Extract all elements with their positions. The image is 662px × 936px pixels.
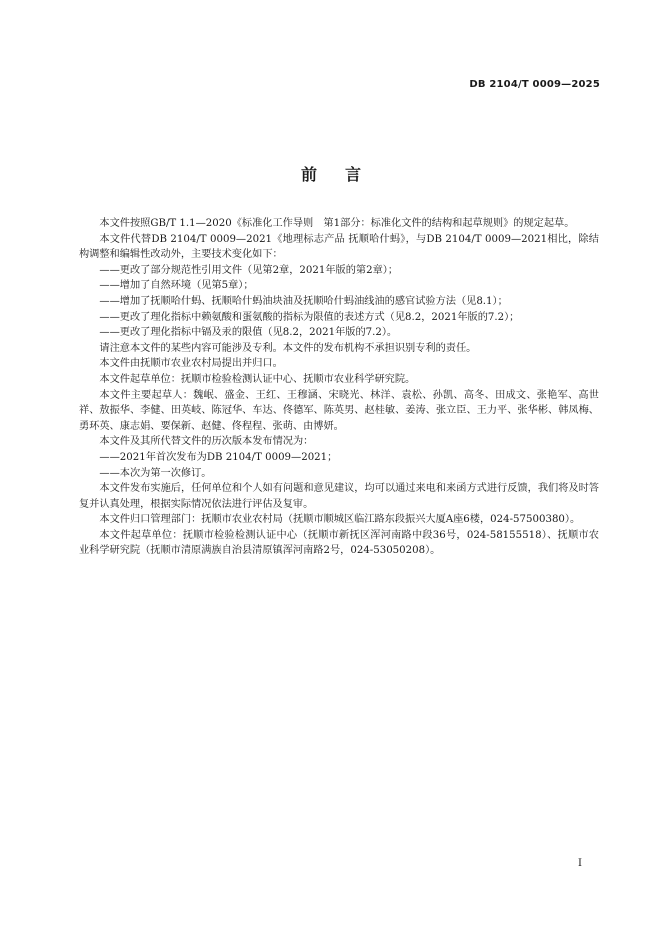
change-item: ——增加了抚顺哈什蚂、抚顺哈什蚂油块油及抚顺哈什蚂油线油的感官试验方法（见8.1）；	[99, 295, 508, 307]
paragraph-version-history: 本文件及其所代替文件的历次版本发布情况为：	[99, 436, 314, 448]
paragraph-proposer: 本文件由抚顺市农业农村局提出并归口。	[99, 358, 283, 370]
version-item: ——本次为第一次修订。	[99, 467, 212, 479]
page-number: I	[578, 858, 582, 869]
paragraph-patent-notice: 请注意本文件的某些内容可能涉及专利。本文件的发布机构不承担识别专利的责任。	[99, 342, 477, 354]
foreword-body	[79, 216, 599, 559]
change-item: ——增加了自然环境（见第5章）；	[99, 280, 254, 292]
paragraph-drafting-basis: 本文件按照GB/T 1.1—2020《标准化工作导则 第1部分：标准化文件的结构和起草规则》的规定起草。	[99, 218, 575, 229]
paragraph-drafting-units: 本文件起草单位：抚顺市检验检测认证中心、抚顺市农业科学研究院。	[99, 373, 416, 385]
paragraph-management-dept: 本文件归口管理部门：抚顺市农业农村局（抚顺市顺城区临江路东段振兴大厦A座6楼，024-57500380）。	[99, 514, 581, 526]
version-item: ——2021年首次发布为DB 2104/T 0009—2021；	[99, 451, 338, 463]
paragraph-drafters: 本文件主要起草人：魏岷、盛金、王红、王穆涵、宋晓光、林洋、袁松、孙凯、高冬、田成文、张艳军、高世祥、敖振华、李健、田英岐、陈冠华、车达、佟德军、陈英男、赵桂敏、姜涛、张立臣、王力平、张华彬、韩凤梅、勇环英、康志娟、要保新、赵健、佟程程、张萌、由博妍。	[79, 389, 599, 432]
paragraph-feedback: 本文件发布实施后，任何单位和个人如有问题和意见建议，均可以通过来电和来函方式进行反馈，我们将及时答复并认真处理，根据实际情况依法进行评估及复审。	[79, 483, 599, 510]
paragraph-drafting-contacts: 本文件起草单位：抚顺市检验检测认证中心（抚顺市新抚区浑河南路中段36号，024-58155518）、抚顺市农业科学研究院（抚顺市清原满族自治县清原镇浑河南路2号，024-53050208）。	[79, 529, 599, 557]
paragraph-replacement-note: 本文件代替DB 2104/T 0009—2021《地理标志产品 抚顺哈什蚂》，与DB 2104/T 0009—2021相比，除结构调整和编辑性改动外，主要技术变化如下：	[79, 233, 599, 261]
change-item: ——更改了理化指标中镉及汞的限值（见8.2，2021年版的7.2）。	[99, 327, 398, 339]
document-code: DB 2104/T 0009—2025	[469, 79, 600, 90]
change-item: ——更改了理化指标中赖氨酸和蛋氨酸的指标为限值的表述方式（见8.2，2021年版的7.2）；	[99, 311, 520, 323]
page-title: 前言	[300, 165, 389, 184]
change-item: ——更改了部分规范性引用文件（见第2章，2021年版的第2章）；	[99, 264, 399, 276]
